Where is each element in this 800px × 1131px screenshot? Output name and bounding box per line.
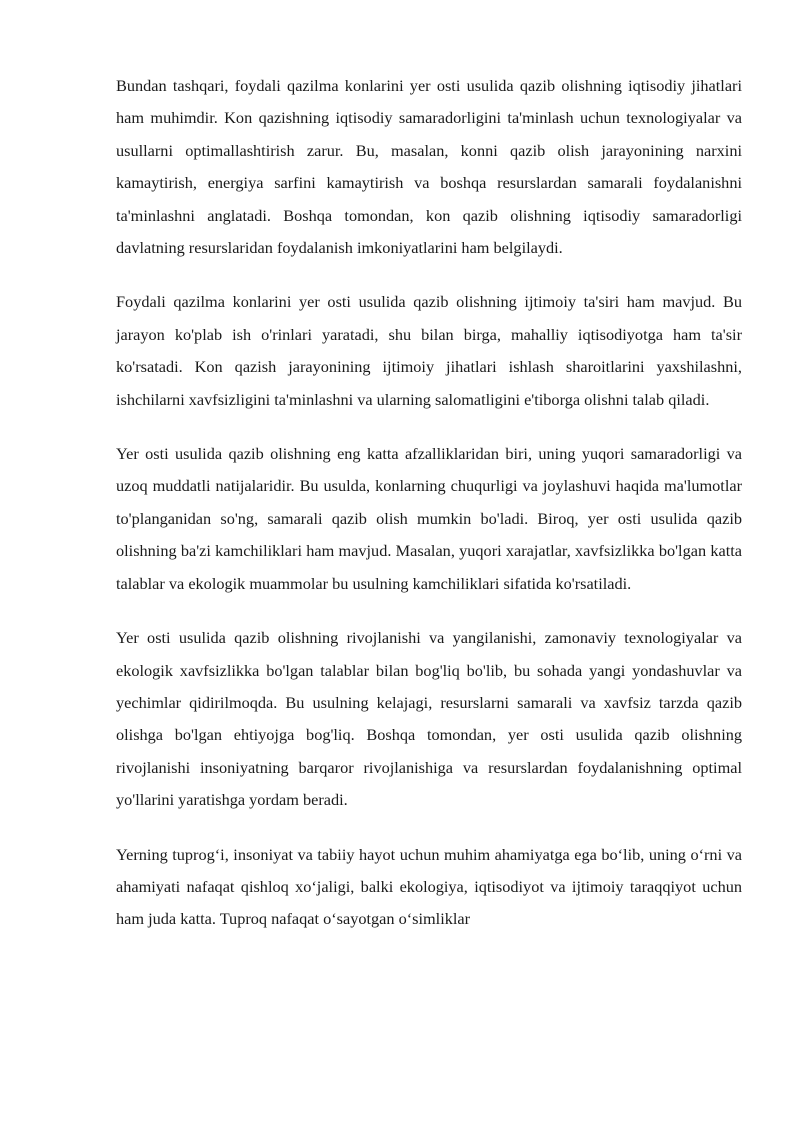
paragraph-economic-aspects: Bundan tashqari, foydali qazilma konlarini yer osti usulida qazib olishning iqtisodiy jihatlari ham muhimdir. Kon qazishning iqtisodiy samaradorligini ta'minlash uchun texnologiyalar va usullarni optimallashtirish zarur. Bu, masalan, konni qazib olish jarayonining narxini kamaytirish, energiya sarfini kamaytirish va boshqa resurslardan samarali foydalanishni ta'minlashni anglatadi. Boshqa tomondan, kon qazib olishning iqtisodiy samaradorligi davlatning resurslaridan foydalanish imkoniyatlarini ham belgilaydi.	[116, 76, 742, 258]
paragraph-social-impact: Foydali qazilma konlarini yer osti usulida qazib olishning ijtimoiy ta'siri ham mavjud. Bu jarayon ko'plab ish o'rinlari yaratadi, shu bilan birga, mahalliy iqtisodiyotga ham ta'sir ko'rsatadi. Kon qazish jarayonining ijtimoiy jihatlari ishlash sharoitlarini yaxshilashni, ishchilarni xavfsizligini ta'minlashni va ularning salomatligini e'tiborga olishni talab qiladi.	[116, 292, 742, 409]
paragraph-advantages: Yer osti usulida qazib olishning eng katta afzalliklaridan biri, uning yuqori samaradorligi va uzoq muddatli natijalaridir. Bu usulda, konlarning chuqurligi va joylashuvi haqida ma'lumotlar to'planganidan so'ng, samarali qazib olish mumkin bo'ladi. Biroq, yer osti usulida qazib olishning ba'zi kamchiliklari ham mavjud. Masalan, yuqori xarajatlar, xavfsizlikka bo'lgan katta talablar va ekologik muammolar bu usulning kamchiliklari sifatida ko'rsatiladi.	[116, 444, 742, 593]
paragraph-soil: Yerning tuprog‘i, insoniyat va tabiiy hayot uchun muhim ahamiyatga ega bo‘lib, uning o‘rni va ahamiyati nafaqat qishloq xo‘jaligi, balki ekologiya, iqtisodiyot va ijtimoiy taraqqiyot uchun ham juda katta. Tuproq nafaqat o‘sayotgan o‘simliklar	[116, 844, 742, 929]
paragraph-development: Yer osti usulida qazib olishning rivojlanishi va yangilanishi, zamonaviy texnologiyalar va ekologik xavfsizlikka bo'lgan talablar bilan bog'liq bo'lib, bu sohada yangi yondashuvlar va yechimlar qidirilmoqda. Bu usulning kelajagi, resurslarni samarali va xavfsiz tarzda qazib olishga bo'lgan ehtiyojga bog'liq. Boshqa tomondan, yer osti usulida qazib olishning rivojlanishi insoniyatning barqaror rivojlanishiga va resurslardan foydalanishning optimal yo'llarini yaratishga yordam beradi.	[116, 628, 742, 810]
